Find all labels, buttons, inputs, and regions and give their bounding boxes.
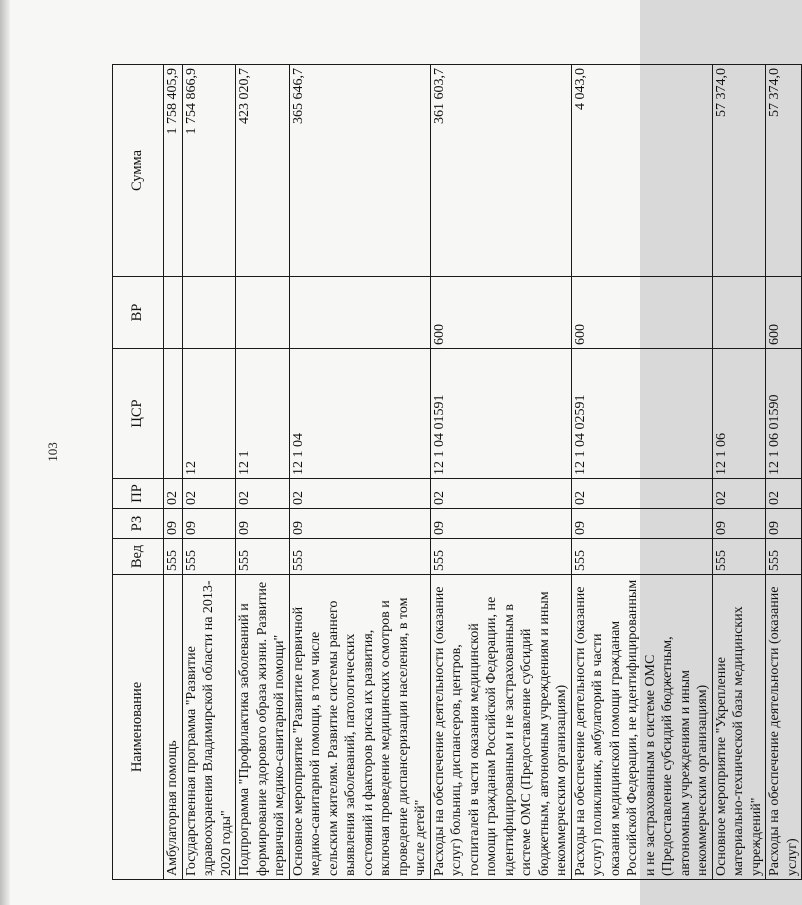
table-row [236,65,290,880]
table-header-row [113,65,164,880]
cell-rz: 09 [766,509,802,539]
cell-ved: 555 [430,539,571,575]
cell-ved: 555 [571,539,712,575]
table-row [766,65,802,880]
cell-pr: 02 [430,479,571,509]
table-row [712,65,766,880]
cell-name: Основное мероприятие "Укрепление материально-технической базы медицинских учреждений" [712,575,766,880]
rotated-table-wrapper [112,65,800,880]
cell-pr: 02 [182,479,236,509]
cell-sum: 57 374,0 [712,65,766,277]
cell-ved: 555 [164,539,183,575]
cell-csr: 12 1 06 01590 [766,349,802,479]
cell-ved: 555 [289,539,430,575]
cell-name: Государственная программа "Развитие здравоохранения Владимирской области на 2013-2020 годы" [182,575,236,880]
cell-name: Амбулаторная помощь [164,575,183,880]
cell-rz: 09 [712,509,766,539]
cell-ved: 555 [236,539,290,575]
table-row [182,65,236,880]
cell-csr: 12 1 [236,349,290,479]
cell-sum: 1 754 866,9 [182,65,236,277]
cell-pr: 02 [236,479,290,509]
cell-rz: 09 [236,509,290,539]
table-row [430,65,571,880]
cell-rz: 09 [571,509,712,539]
cell-csr: 12 1 04 02591 [571,349,712,479]
cell-pr: 02 [712,479,766,509]
cell-vr [164,277,183,349]
table-row [164,65,183,880]
cell-name: Расходы на обеспечение деятельности (оказание услуг) больниц, диспансеров, центров, госпиталей в части оказания медицинской помощи гражданам Российской Федерации, не идентифицированным и не застрахованным в системе ОМС (Предоставление субсидий бюджетным, автономным учреждениям и иным некоммерческим организациям) [430,575,571,880]
cell-sum: 423 020,7 [236,65,290,277]
cell-rz: 09 [164,509,183,539]
cell-csr: 12 [182,349,236,479]
cell-rz: 09 [182,509,236,539]
cell-name: Основное мероприятие "Развитие первичной медико-санитарной помощи, в том числе сельским жителям. Развитие системы раннего выявления заболеваний, патологических состояний и факторов риска их развития, включая проведение медицинских осмотров и проведение диспансеризации населения, в том числе детей" [289,575,430,880]
cell-csr [164,349,183,479]
cell-rz: 09 [289,509,430,539]
budget-table [112,64,802,880]
cell-name: Подпрограмма "Профилактика заболеваний и формирование здорового образа жизни. Развитие первичной медико-санитарной помощи" [236,575,290,880]
header-sum: Сумма [113,65,164,277]
cell-ved: 555 [182,539,236,575]
cell-pr: 02 [164,479,183,509]
cell-csr: 12 1 04 [289,349,430,479]
cell-vr: 600 [571,277,712,349]
cell-vr [289,277,430,349]
scan-shadow-edge [0,0,10,905]
cell-csr: 12 1 06 [712,349,766,479]
header-vr: ВР [113,277,164,349]
header-csr: ЦСР [113,349,164,479]
cell-name: Расходы на обеспечение деятельности (оказание услуг) [766,575,802,880]
page-number: 103 [45,442,60,462]
cell-vr: 600 [430,277,571,349]
cell-ved: 555 [712,539,766,575]
cell-name: Расходы на обеспечение деятельности (оказание услуг) поликлиник, амбулаторий в части оказания медицинской помощи гражданам Российской Федерации, не идентифицированным и не застрахованным в системе ОМС (Предоставление субсидий бюджетным, автономным учреждениям и иным некоммерческим организациям) [571,575,712,880]
header-name: Наименование [113,575,164,880]
cell-pr: 02 [289,479,430,509]
cell-sum: 57 374,0 [766,65,802,277]
cell-pr: 02 [571,479,712,509]
cell-vr: 600 [766,277,802,349]
cell-rz: 09 [430,509,571,539]
cell-csr: 12 1 04 01591 [430,349,571,479]
cell-vr [182,277,236,349]
table-row [571,65,712,880]
cell-sum: 365 646,7 [289,65,430,277]
cell-pr: 02 [766,479,802,509]
header-pr: ПР [113,479,164,509]
cell-sum: 4 043,0 [571,65,712,277]
cell-ved: 555 [766,539,802,575]
cell-sum: 361 603,7 [430,65,571,277]
cell-vr [236,277,290,349]
header-rz: РЗ [113,509,164,539]
cell-sum: 1 758 405,9 [164,65,183,277]
cell-vr [712,277,766,349]
header-ved: Вед [113,539,164,575]
table-row [289,65,430,880]
